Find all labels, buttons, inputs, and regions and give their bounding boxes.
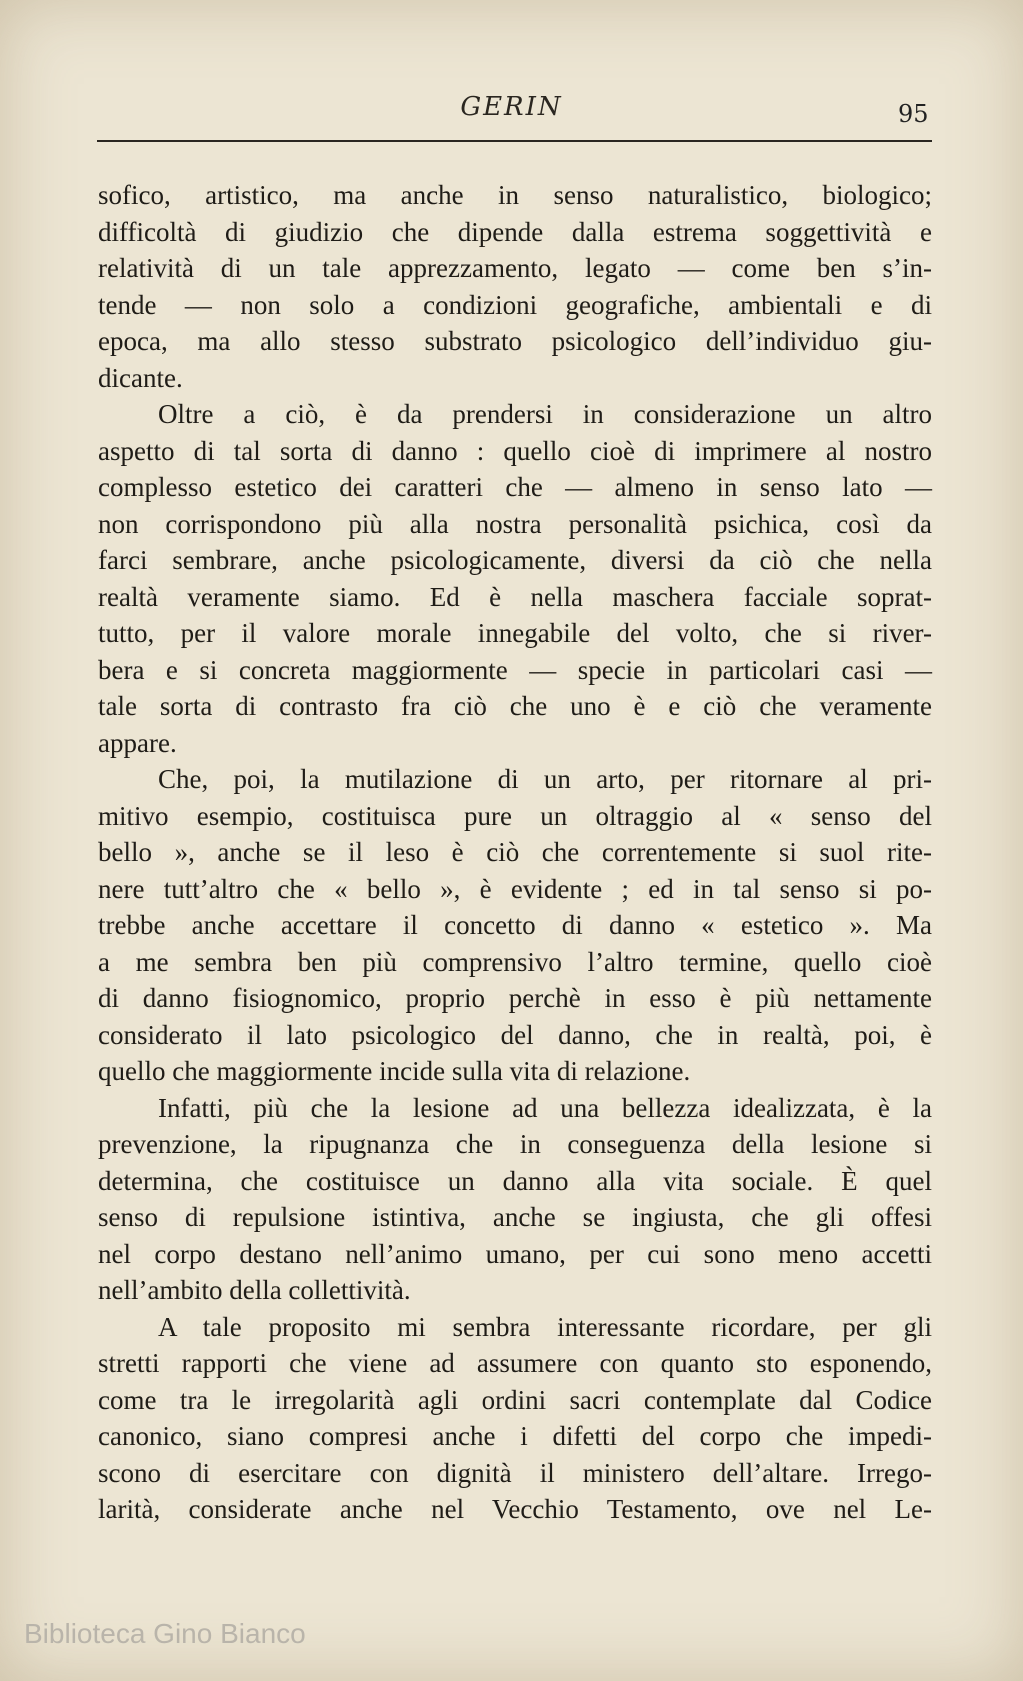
text-line: come tra le irregolarità agli ordini sacri contemplate dal Codice	[98, 1384, 932, 1415]
text-line: aspetto di tal sorta di danno : quello cioè di imprimere al nostro	[98, 435, 932, 466]
running-header	[0, 90, 1023, 130]
text-line: Infatti, più che la lesione ad una bellezza idealizzata, è la	[158, 1092, 932, 1123]
text-line: larità, considerate anche nel Vecchio Testamento, ove nel Le-	[98, 1494, 932, 1524]
text-line: Oltre a ciò, è da prendersi in considerazione un altro	[158, 399, 932, 429]
text-line: tende — non solo a condizioni geografiche, ambientali e di	[98, 289, 932, 320]
text-line: epoca, ma allo stesso substrato psicologico dell’individuo giu-	[98, 326, 932, 356]
text-line: bello », anche se il leso è ciò che correntemente si suol rite-	[98, 837, 932, 867]
text-line: mitivo esempio, costituisca pure un oltraggio al « senso del	[98, 800, 932, 831]
running-title: GERIN	[460, 92, 563, 122]
text-line: tale sorta di contrasto fra ciò che uno è e ciò che veramente	[98, 691, 932, 721]
text-line: nere tutt’altro che « bello », è evidente ; ed in tal senso si po-	[98, 873, 932, 904]
body-text	[98, 177, 932, 1528]
text-line: nell’ambito della collettività.	[98, 1275, 411, 1305]
text-line: considerato il lato psicologico del danno, che in realtà, poi, è	[98, 1019, 932, 1050]
text-line: realtà veramente siamo. Ed è nella maschera facciale soprat-	[98, 581, 932, 612]
text-line: tutto, per il valore morale innegabile del volto, che si river-	[98, 618, 932, 648]
text-line: senso di repulsione istintiva, anche se ingiusta, che gli offesi	[98, 1202, 932, 1232]
text-line: relatività di un tale apprezzamento, legato — come ben s’in-	[98, 253, 932, 283]
text-line: prevenzione, la ripugnanza che in conseguenza della lesione si	[98, 1129, 932, 1159]
text-line: difficoltà di giudizio che dipende dalla estrema soggettività e	[98, 216, 932, 247]
text-line: complesso estetico dei caratteri che — almeno in senso lato —	[98, 472, 932, 502]
text-line: determina, che costituisce un danno alla vita sociale. È quel	[98, 1165, 932, 1196]
paragraph-3	[98, 761, 932, 1090]
paragraph-2	[98, 396, 932, 761]
text-line: Che, poi, la mutilazione di un arto, per ritornare al pri-	[158, 764, 932, 794]
header-rule	[97, 140, 932, 142]
text-line: appare.	[98, 727, 177, 758]
paragraph-4	[98, 1090, 932, 1309]
page-number: 95	[898, 100, 929, 128]
text-line: a me sembra ben più comprensivo l’altro termine, quello cioè	[98, 946, 932, 977]
text-line: A tale proposito mi sembra interessante ricordare, per gli	[158, 1311, 932, 1342]
text-line: canonico, siano compresi anche i difetti del corpo che impedi-	[98, 1421, 932, 1451]
text-line: bera e si concreta maggiormente — specie in particolari casi —	[98, 654, 932, 685]
text-line: dicante.	[98, 362, 183, 393]
text-line: scono di esercitare con dignità il ministero dell’altare. Irrego-	[98, 1457, 932, 1488]
library-watermark: Biblioteca Gino Bianco	[24, 1618, 306, 1649]
text-line: non corrispondono più alla nostra personalità psichica, così da	[98, 508, 932, 539]
text-line: stretti rapporti che viene ad assumere con quanto sto esponendo,	[98, 1348, 932, 1378]
text-line: di danno fisiognomico, proprio perchè in esso è più nettamente	[98, 983, 932, 1013]
text-line: quello che maggiormente incide sulla vita di relazione.	[98, 1056, 691, 1086]
text-line: sofico, artistico, ma anche in senso naturalistico, biologico;	[98, 180, 932, 210]
text-line: trebbe anche accettare il concetto di danno « estetico ». Ma	[98, 910, 932, 940]
paragraph-1	[98, 177, 932, 396]
paragraph-5	[98, 1309, 932, 1528]
text-line: farci sembrare, anche psicologicamente, diversi da ciò che nella	[98, 545, 932, 575]
text-line: nel corpo destano nell’animo umano, per cui sono meno accetti	[98, 1238, 932, 1269]
